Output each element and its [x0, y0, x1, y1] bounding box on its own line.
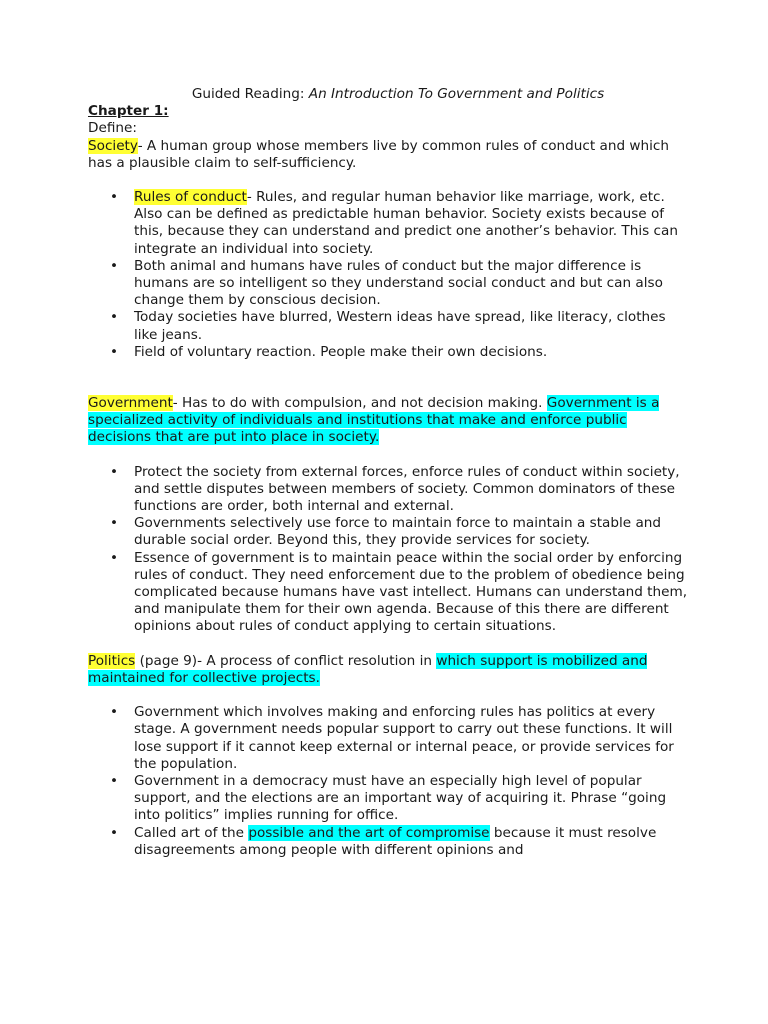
list-item: • Field of voluntary reaction. People make their own decisions. — [88, 344, 688, 361]
society-definition — [88, 138, 688, 172]
list-item: • Essence of government is to maintain peace within the social order by enforcing rules of conduct. They need enforcement due to the problem of obedience being complicated because humans have vast intellect. Humans can understand them, and manipulate them for their own agenda. Because of this there are different opinions about rules of conduct applying to certain situations. — [88, 550, 688, 636]
society-bullet-list — [88, 189, 688, 361]
politics-bullet-list — [88, 704, 688, 859]
list-item: • Protect the society from external forces, enforce rules of conduct within society, and settle disputes between members of society. Common dominators of these functions are order, both internal and external. — [88, 464, 688, 516]
define-label: Define: — [88, 120, 137, 137]
government-term: Government — [88, 395, 173, 412]
government-highlight: Government is a specialized activity of individuals and institutions that make and enforce public decisions that are put into place in society. — [88, 395, 660, 446]
politics-definition-text: (page 9)- A process of conflict resolution in — [135, 652, 437, 669]
list-item: • Government in a democracy must have an especially high level of popular support, and the elections are an important way of acquiring it. Phrase “going into politics” implies running for office. — [88, 773, 688, 825]
politics-highlight: which support is mobilized and maintained for collective projects. — [88, 652, 648, 686]
art-of-compromise-highlight: possible and the art of compromise — [248, 824, 490, 841]
society-term: Society — [88, 137, 138, 154]
chapter-heading: Chapter 1: — [88, 103, 169, 120]
politics-term: Politics — [88, 652, 136, 669]
society-definition-text: - A human group whose members live by common rules of conduct and which has a plausible claim to self-sufficiency. — [88, 137, 669, 171]
document-page — [88, 86, 688, 859]
list-item: • Rules of conduct- Rules, and regular human behavior like marriage, work, etc. Also can be defined as predictable human behavior. Society exists because of this, because they can understand and predict one another’s behavior. This can integrate an individual into society. — [88, 189, 688, 258]
list-item: • Called art of the possible and the art of compromise because it must resolve disagreements among people with different opinions and — [88, 825, 688, 859]
rules-of-conduct-term: Rules of conduct — [134, 189, 247, 206]
list-item: • Government which involves making and enforcing rules has politics at every stage. A government needs popular support to carry out these functions. It will lose support if it cannot keep external or internal peace, or provide services for the population. — [88, 704, 688, 773]
title-book-name: An Introduction To Government and Politics — [308, 86, 605, 102]
politics-definition — [88, 653, 688, 687]
government-definition-text: - Has to do with compulsion, and not decision making. — [172, 395, 547, 412]
list-item: • Governments selectively use force to maintain force to maintain a stable and durable social order. Beyond this, they provide services for society. — [88, 515, 688, 549]
government-definition — [88, 395, 688, 447]
list-item: • Today societies have blurred, Western ideas have spread, like literacy, clothes like jeans. — [88, 309, 688, 343]
government-bullet-list — [88, 464, 688, 636]
title-prefix: Guided Reading: — [191, 86, 309, 102]
list-item: • Both animal and humans have rules of conduct but the major difference is humans are so intelligent so they understand social conduct and but can also change them by conscious decision. — [88, 258, 688, 310]
document-title — [108, 86, 688, 103]
